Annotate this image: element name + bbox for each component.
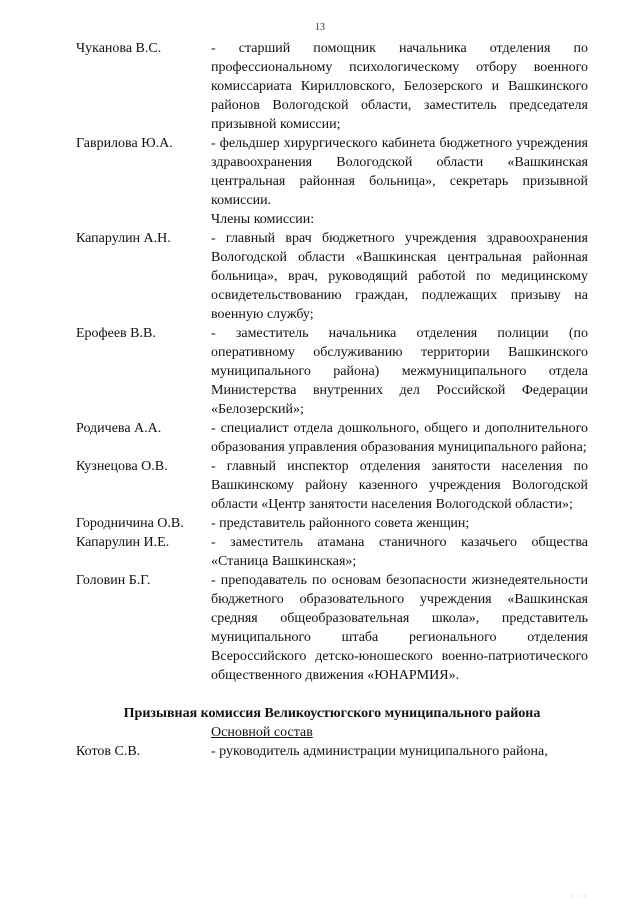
entry-row xyxy=(76,742,588,761)
person-role: - главный врач бюджетного учреждения здравоохранения Вологодской области «Вашкинская центральная районная больница», врач, руководящий работой по медицинскому освидетельствованию граждан, подлежащих призыву на военную службу; xyxy=(211,231,588,322)
person-name: Ерофеев В.В. xyxy=(76,326,156,341)
entry-row xyxy=(76,457,588,514)
entry-row xyxy=(76,39,588,134)
person-name: Чуканова В.С. xyxy=(76,41,162,56)
person-role: - фельдшер хирургического кабинета бюджетного учреждения здравоохранения Вологодской области «Вашкинская центральная районная больница», секретарь призывной комиссии. xyxy=(211,136,588,208)
person-name: Родичева А.А. xyxy=(76,421,162,436)
person-name: Головин Б.Г. xyxy=(76,573,151,588)
person-name: Кузнецова О.В. xyxy=(76,459,168,474)
person-role: - старший помощник начальника отделения по профессиональному психологическому отбору военного комиссариата Кирилловского, Белозерского и Вашкинского районов Вологодской области, заместитель председателя призывной комиссии; xyxy=(211,41,588,132)
person-role: - представитель районного совета женщин; xyxy=(211,516,470,531)
person-role: - заместитель атамана станичного казачьего общества «Станица Вашкинская»; xyxy=(211,535,588,569)
person-role: - преподаватель по основам безопасности жизнедеятельности бюджетного образовательного учреждения «Вашкинская средняя общеобразовательная школа», представитель муниципального штаба регионального отделения Всероссийского детско-юношеского военно-патриотического общественного движения «ЮНАРМИЯ». xyxy=(211,573,588,683)
section-title: Призывная комиссия Великоустюгского муниципального района xyxy=(123,706,541,721)
entry-row xyxy=(76,533,588,571)
entry-row xyxy=(76,571,588,685)
entry-row xyxy=(76,134,588,210)
person-name: Котов С.В. xyxy=(76,744,141,759)
members-heading: Члены комиссии: xyxy=(211,212,315,227)
person-role: - специалист отдела дошкольного, общего и дополнительного образования управления образования муниципального района; xyxy=(211,421,588,455)
document-body xyxy=(76,39,588,761)
person-name: Капарулин А.Н. xyxy=(76,231,171,246)
person-role: - руководитель администрации муниципального района, xyxy=(211,744,548,759)
entry-row xyxy=(76,324,588,419)
entry-row xyxy=(76,514,588,533)
entry-row xyxy=(76,229,588,324)
person-name: Гаврилова Ю.А. xyxy=(76,136,173,151)
person-role: - главный инспектор отделения занятости населения по Вашкинскому району казенного учреждения Вологодской области «Центр занятости населения Вологодской области»; xyxy=(211,459,588,512)
corner-mark: · · · xyxy=(571,892,588,901)
person-name: Капарулин И.Е. xyxy=(76,535,170,550)
subsection-title: Основной состав xyxy=(211,725,313,740)
page-number: 13 xyxy=(315,22,325,33)
person-name: Городничина О.В. xyxy=(76,516,184,531)
person-role: - заместитель начальника отделения полиции (по оперативному обслуживанию территории Вашкинского муниципального района) межмуниципального отдела Министерства внутренних дел Российской Федерации «Белозерский»; xyxy=(211,326,588,417)
entry-row xyxy=(76,419,588,457)
